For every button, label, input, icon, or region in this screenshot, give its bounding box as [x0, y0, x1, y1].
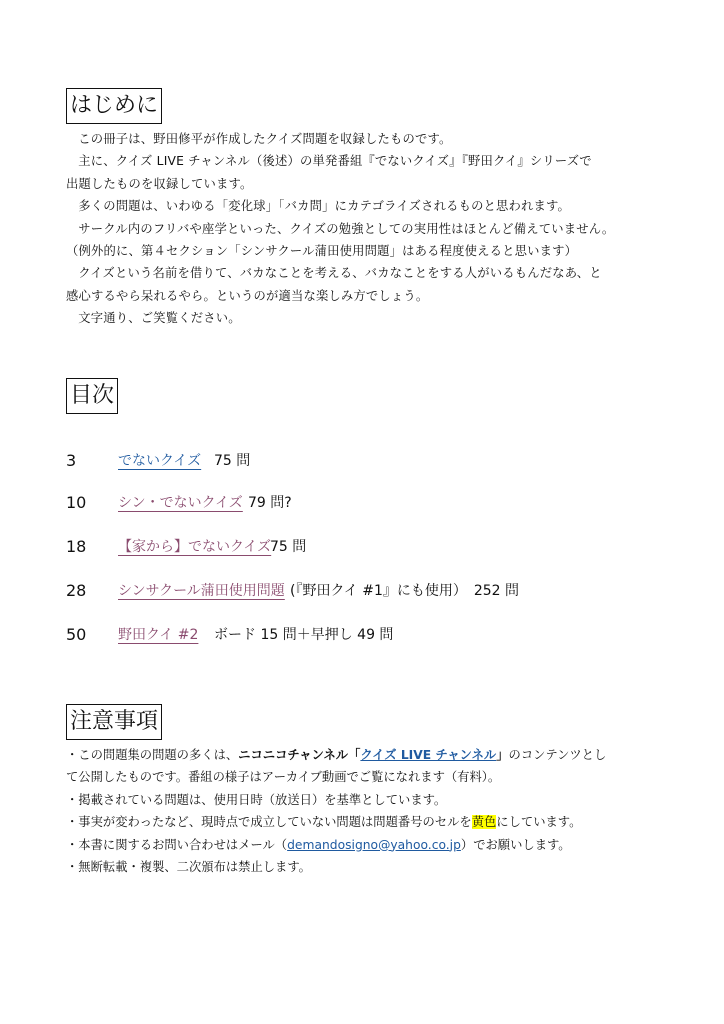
toc-page-number: 50: [66, 625, 87, 644]
intro-paragraph: この冊子は、野田修平が作成したクイズ問題を収録したものです。: [78, 132, 452, 146]
toc-note: ボード 15 問＋早押し 49 問: [214, 627, 394, 643]
toc-page-number: 18: [66, 537, 87, 556]
email-link[interactable]: demandosigno@yahoo.co.jp: [287, 837, 461, 852]
note-line: ・無断転載・複製、二次頒布は禁止します。: [66, 860, 311, 875]
toc-page-number: 10: [66, 493, 87, 512]
note-bracket: 」: [496, 748, 509, 762]
toc-note: (『野田クイ #1』にも使用） 252 問: [290, 583, 520, 599]
yellow-highlight: 黄色: [471, 815, 497, 830]
note-line: [66, 834, 666, 856]
intro-paragraph: サークル内のフリバや座学といった、クイズの勉強としての実用性はほとんど備えていません。: [78, 221, 615, 236]
toc-link-nodakui-2[interactable]: 野田クイ #2: [118, 627, 199, 643]
intro-paragraph: 感心するやら呆れるやら。というのが適当な楽しみ方でしょう。: [66, 288, 429, 303]
note-text: にしています。: [496, 815, 582, 830]
note-line: [66, 811, 666, 833]
intro-paragraph: （例外的に、第４セクション「シンサクール蒲田使用問題」はある程度使えると思います）: [66, 244, 578, 259]
toc-link-denai-quiz[interactable]: でないクイズ: [118, 453, 202, 469]
note-text: ・この問題集の問題の多くは、: [66, 748, 239, 762]
note-text: ・事実が変わったなど、現時点で成立していない問題は問題番号のセルを: [66, 815, 472, 830]
note-text: ・本書に関するお問い合わせはメール（: [66, 837, 288, 852]
toc-page-number: 3: [66, 451, 77, 470]
intro-heading: はじめに: [66, 88, 162, 124]
toc-count: 75 問: [270, 539, 307, 555]
intro-paragraph: 多くの問題は、いわゆる「変化球」「バカ問」にカテゴライズされるものと思われます。: [78, 199, 571, 214]
toc-link-shin-denai-quiz[interactable]: シン・でないクイズ: [118, 495, 243, 511]
toc-count: 79 問?: [248, 495, 292, 511]
intro-paragraph: 主に、クイズ LIVE チャンネル（後述）の単発番組『でないクイズ』『野田クイ』シリーズで: [78, 154, 592, 169]
toc-link-iekara-denai-quiz[interactable]: 【家から】でないクイズ: [118, 539, 272, 555]
notes-heading: 注意事項: [66, 704, 162, 740]
notes-text: [66, 744, 666, 878]
intro-paragraph: 出題したものを収録しています。: [66, 176, 253, 191]
intro-paragraph: クイズという名前を借りて、バカなことを考える、バカなことをする人がいるもんだなあ、と: [78, 266, 602, 281]
intro-paragraph: 文字通り、ご笑覧ください。: [78, 311, 241, 326]
intro-text: [66, 128, 666, 330]
note-line: て公開したものです。番組の様子はアーカイブ動画でご覧になれます（有料）。: [66, 770, 501, 785]
toc-link-shinsacool-kamata[interactable]: シンサクール蒲田使用問題: [118, 583, 285, 599]
toc-heading: 目次: [66, 378, 118, 414]
note-text: のコンテンツとし: [508, 748, 607, 762]
note-channel-label: ニコニコチャンネル「: [238, 748, 361, 762]
note-line: [66, 744, 666, 766]
quiz-live-channel-link[interactable]: クイズ LIVE チャンネル: [360, 748, 497, 762]
toc-page-number: 28: [66, 581, 87, 600]
note-text: ）でお願いします。: [460, 837, 571, 852]
note-line: ・掲載されている問題は、使用日時（放送日）を基準としています。: [66, 792, 447, 807]
toc-count: 75 問: [214, 453, 251, 469]
